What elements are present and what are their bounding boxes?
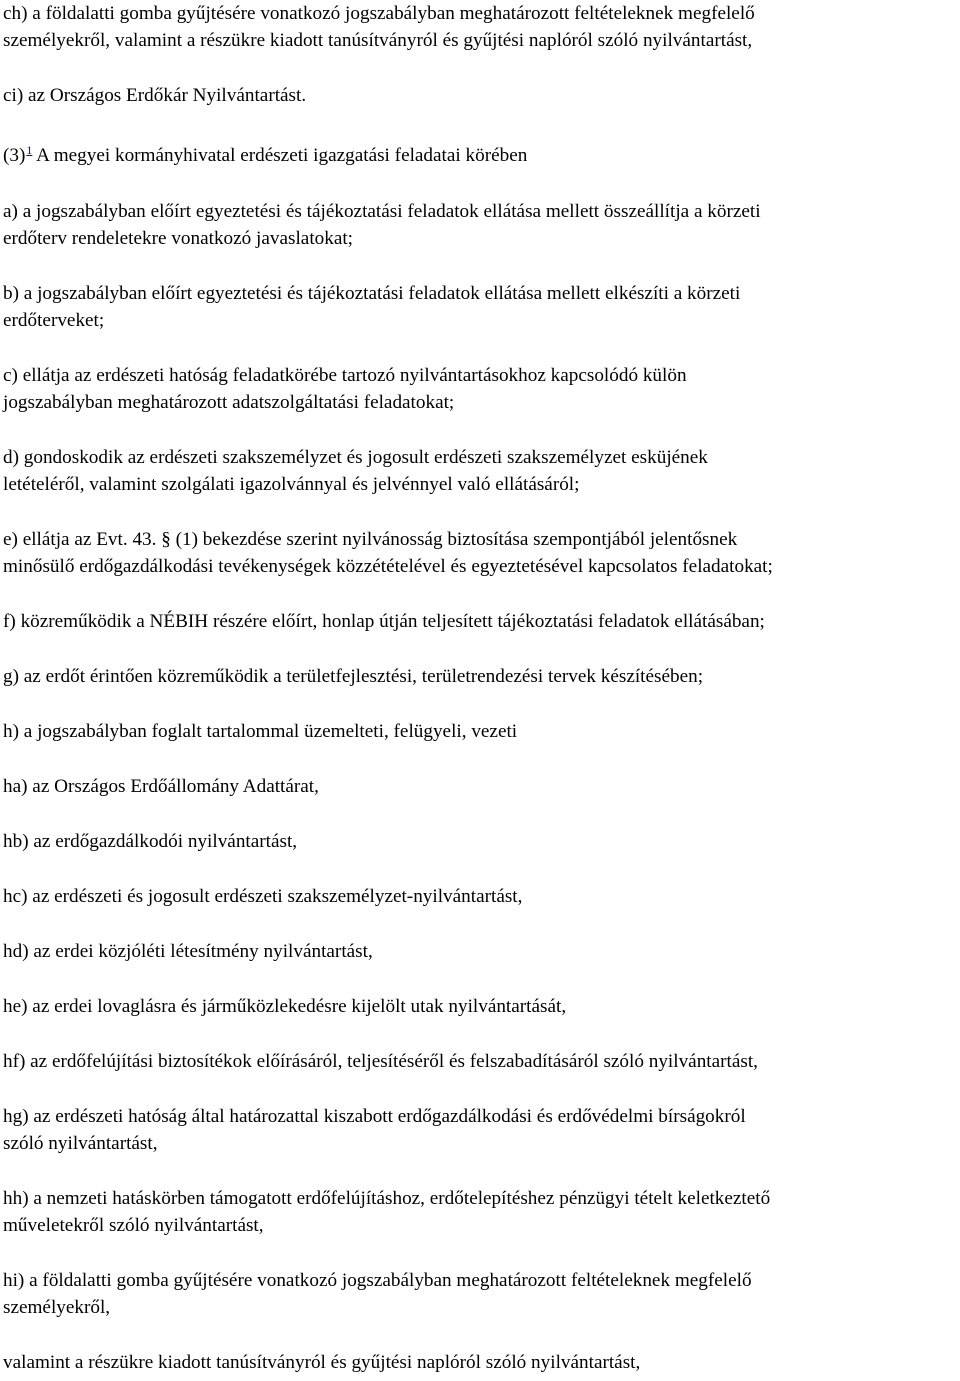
item-ci: ci) az Országos Erdőkár Nyilvántartást.: [3, 85, 307, 106]
footnote-link[interactable]: 1: [26, 143, 33, 157]
section-3-heading: [3, 137, 958, 169]
item-f: f) közreműködik a NÉBIH részére előírt, honlap útján teljesített tájékoztatási feladatok ellátásában;: [3, 611, 765, 632]
item-hf: hf) az erdőfelújítási biztosítékok előírásáról, teljesítéséről és felszabadításáról szóló nyilvántartást,: [3, 1051, 758, 1072]
item-he: he) az erdei lovaglásra és járműközlekedésre kijelölt utak nyilvántartását,: [3, 996, 567, 1017]
item-hh-line-1: hh) a nemzeti hatáskörben támogatott erdőfelújításhoz, erdőtelepítéshez pénzügyi tételt keletkeztető: [3, 1188, 771, 1209]
item-d-line-1: d) gondoskodik az erdészeti szakszemélyzet és jogosult erdészeti szakszemélyzet esküjének: [3, 447, 708, 468]
item-d-line-2: letételéről, valamint szolgálati igazolvánnyal és jelvénnyel való ellátásáról;: [3, 474, 580, 495]
item-hi-line-2: személyekről,: [3, 1297, 111, 1318]
item-e-line-2: minősülő erdőgazdálkodási tevékenységek közzétételével és egyeztetésével kapcsolatos feladatokat;: [3, 556, 773, 577]
item-a-line-1: a) a jogszabályban előírt egyeztetési és tájékoztatási feladatok ellátása mellett összeállítja a körzeti: [3, 201, 761, 222]
item-hi-line-1: hi) a földalatti gomba gyűjtésére vonatkozó jogszabályban meghatározott feltételeknek megfelelő: [3, 1270, 752, 1291]
item-c-line-1: c) ellátja az erdészeti hatóság feladatkörébe tartozó nyilvántartásokhoz kapcsolódó külön: [3, 365, 687, 386]
item-ch-line-1: ch) a földalatti gomba gyűjtésére vonatkozó jogszabályban meghatározott feltételeknek megfelelő: [3, 3, 755, 24]
item-b-line-1: b) a jogszabályban előírt egyeztetési és tájékoztatási feladatok ellátása mellett elkészíti a körzeti: [3, 283, 741, 304]
item-ha: ha) az Országos Erdőállomány Adattárat,: [3, 776, 319, 797]
item-hc: hc) az erdészeti és jogosult erdészeti szakszemélyzet-nyilvántartást,: [3, 886, 523, 907]
section-3-number: (3): [3, 145, 26, 166]
item-e-line-1: e) ellátja az Evt. 43. § (1) bekezdése szerint nyilvánosság biztosítása szempontjából jelentősnek: [3, 529, 738, 550]
section-3-text: A megyei kormányhivatal erdészeti igazgatási feladatai körében: [32, 145, 528, 166]
item-c-line-2: jogszabályban meghatározott adatszolgáltatási feladatokat;: [3, 392, 455, 413]
item-ch-line-2: személyekről, valamint a részükre kiadott tanúsítványról és gyűjtési naplóról szóló nyilvántartást,: [3, 30, 753, 51]
item-hh-line-2: műveletekről szóló nyilvántartást,: [3, 1215, 264, 1236]
item-last: valamint a részükre kiadott tanúsítványról és gyűjtési naplóról szóló nyilvántartást,: [3, 1352, 641, 1373]
item-a-line-2: erdőterv rendeletekre vonatkozó javaslatokat;: [3, 228, 354, 249]
item-g: g) az erdőt érintően közreműködik a területfejlesztési, területrendezési tervek készítésében;: [3, 666, 704, 687]
item-hd: hd) az erdei közjóléti létesítmény nyilvántartást,: [3, 941, 373, 962]
item-hb: hb) az erdőgazdálkodói nyilvántartást,: [3, 831, 298, 852]
item-hg-line-1: hg) az erdészeti hatóság által határozattal kiszabott erdőgazdálkodási és erdővédelmi bírságokról: [3, 1106, 746, 1127]
item-h: h) a jogszabályban foglalt tartalommal üzemelteti, felügyeli, vezeti: [3, 721, 518, 742]
item-b-line-2: erdőterveket;: [3, 310, 105, 331]
item-hg-line-2: szóló nyilvántartást,: [3, 1133, 158, 1154]
document-page: [3, 0, 958, 1376]
